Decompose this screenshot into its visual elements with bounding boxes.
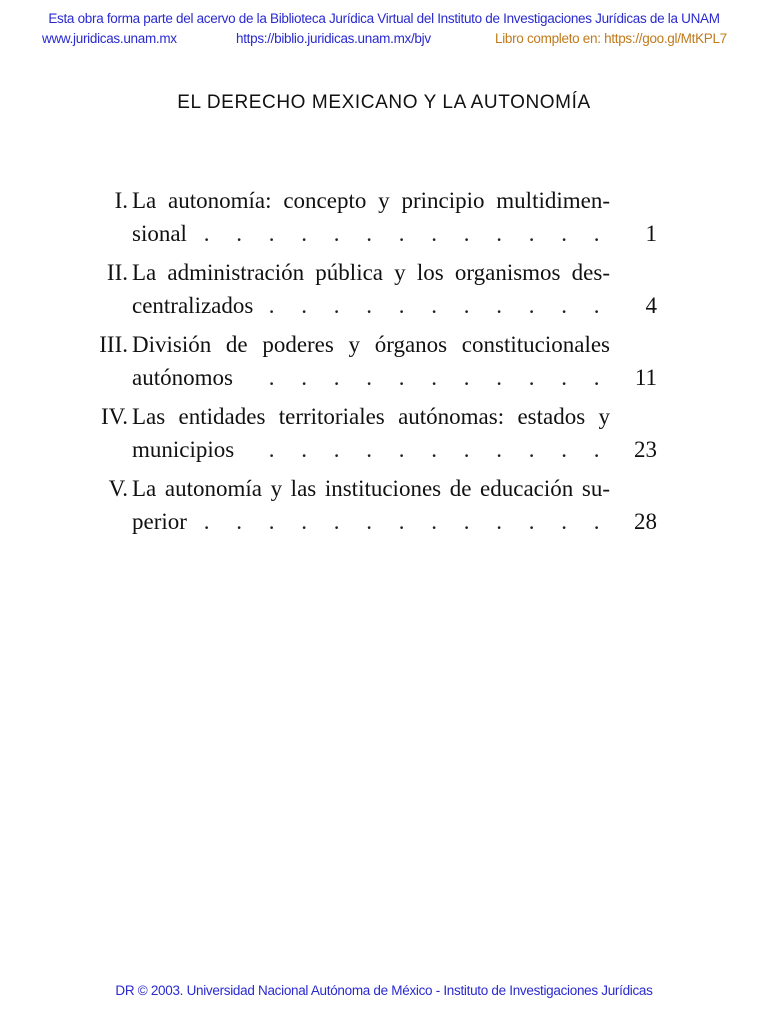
- dot-leader: . . . . . . . . . . . . .: [203, 221, 610, 246]
- header-links: [0, 31, 768, 49]
- toc-entry-page: 23: [634, 437, 657, 462]
- header-notice: Esta obra forma parte del acervo de la Biblioteca Jurídica Virtual del Instituto de Investigaciones Jurídicas de la UNAM: [48, 11, 720, 26]
- toc-entry-title-cont: autónomos: [132, 365, 233, 390]
- bjv-link[interactable]: https://biblio.juridicas.unam.mx/bjv: [236, 31, 431, 46]
- toc-entry-page: 1: [645, 221, 657, 246]
- footer-copyright: DR © 2003. Universidad Nacional Autónoma de México - Instituto de Investigaciones Jurídicas: [115, 983, 653, 998]
- page-title: EL DERECHO MEXICANO Y LA AUTONOMÍA: [177, 92, 591, 113]
- toc-entry-title: División de poderes y órganos constitucionales: [132, 332, 610, 357]
- site-link[interactable]: www.juridicas.unam.mx: [42, 31, 177, 46]
- toc-entry[interactable]: [0, 476, 768, 548]
- toc-entry-number: I.: [114, 188, 128, 213]
- dot-leader: . . . . . . . . . . .: [268, 365, 610, 390]
- toc-entry-page: 28: [634, 509, 657, 534]
- toc-entry-title: La autonomía: concepto y principio multidimen-: [132, 188, 610, 213]
- toc-entry-page: 11: [634, 365, 657, 390]
- toc-entry-page: 4: [645, 293, 657, 318]
- toc-entry-title: Las entidades territoriales autónomas: estados y: [132, 404, 610, 429]
- toc-entry-number: V.: [108, 476, 128, 501]
- toc-entry-title-cont: municipios: [132, 437, 235, 462]
- toc-entry-title-cont: sional: [132, 221, 187, 246]
- toc-entry-number: II.: [106, 260, 128, 285]
- toc-entry-title: La autonomía y las instituciones de educación su-: [132, 476, 610, 501]
- book-link[interactable]: Libro completo en: https://goo.gl/MtKPL7: [495, 31, 727, 46]
- toc-entry[interactable]: [0, 332, 768, 404]
- toc-entry[interactable]: [0, 260, 768, 332]
- toc-entry-title-cont: centralizados: [132, 293, 254, 318]
- toc-entry-number: IV.: [100, 404, 128, 429]
- dot-leader: . . . . . . . . . . . . .: [203, 509, 610, 534]
- dot-leader: . . . . . . . . . . .: [268, 293, 610, 318]
- toc-entry-title-cont: perior: [132, 509, 187, 534]
- table-of-contents: [0, 188, 768, 548]
- toc-entry[interactable]: [0, 404, 768, 476]
- toc-entry-title: La administración pública y los organismos des-: [132, 260, 610, 285]
- toc-entry[interactable]: [0, 188, 768, 260]
- dot-leader: . . . . . . . . . . .: [268, 437, 610, 462]
- toc-entry-number: III.: [99, 332, 128, 357]
